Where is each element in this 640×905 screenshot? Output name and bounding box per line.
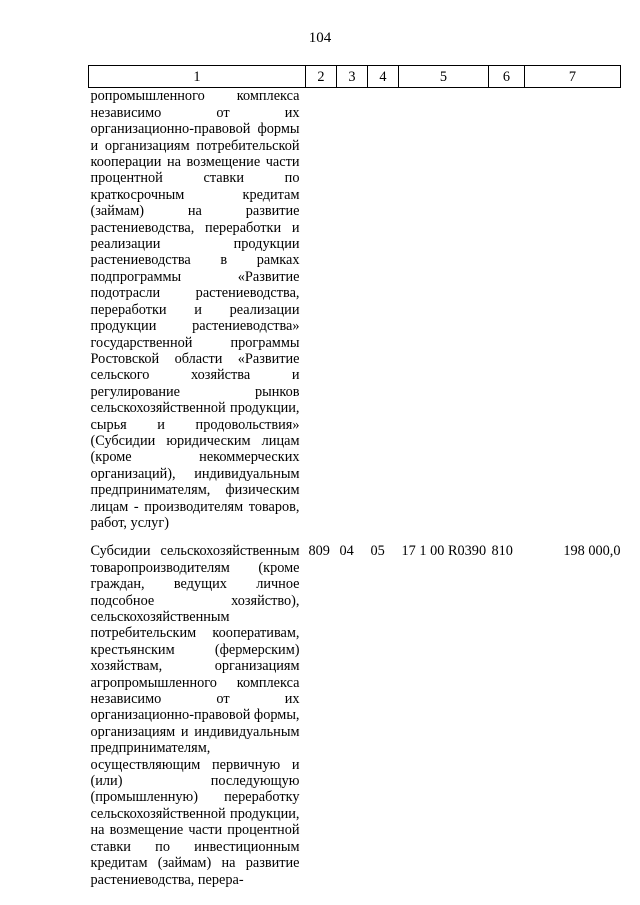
row-ministry-code (306, 88, 337, 531)
table-row (89, 88, 621, 531)
table-row (89, 531, 621, 888)
row-section-code: 04 (339, 543, 354, 560)
page-number: 104 (308, 30, 332, 46)
row-amount (525, 88, 621, 531)
column-header-1: 1 (89, 66, 306, 88)
column-header-3: 3 (337, 66, 368, 88)
row-amount: 198 000,0 (563, 543, 621, 560)
column-header-2: 2 (306, 66, 337, 88)
row-subsection-code (368, 88, 399, 531)
row-target-article-code: 17 1 00 R0390 (401, 543, 487, 560)
table-header-row (89, 66, 621, 88)
row-description: Субсидии сельскохозяйственным товаропроизводителям (кроме граждан, ведущих личное подсобное хозяйство), сельскохозяйственным потребительским кооперативам, крестьянским (фермерским) хозяйствам, организациям агропромышленного комплекса независимо от их организационно-правовой формы, организациям и индивидуальным предпринимателям, осуществляющим первичную и (или) последующую (промышленную) переработку сельскохозяйственной продукции, на возмещение части процентной ставки по инвестиционным кредитам (займам) на развитие растениеводства, перера- (90, 543, 300, 888)
row-section-code (337, 88, 368, 531)
row-description: ропромышленного комплекса независимо от их организационно-правовой формы и организациям потребительской кооперации на возмещение части процентной ставки по краткосрочным кредитам (займам) на развитие растениеводства, переработки и реализации продукции растениеводства в рамках подпрограммы «Развитие подотрасли растениеводства, переработки и реализации продукции растениеводства» государственной программы Ростовской области «Развитие сельского хозяйства и регулирование рынков сельскохозяйственной продукции, сырья и продовольствия» (Субсидии юридическим лицам (кроме некоммерческих организаций), индивидуальным предпринимателям, физическим лицам - производителям товаров, работ, услуг) (90, 88, 300, 531)
column-header-5: 5 (399, 66, 489, 88)
row-expense-type-code (489, 88, 525, 531)
row-ministry-code: 809 (308, 543, 330, 560)
column-header-6: 6 (489, 66, 525, 88)
budget-table (88, 65, 621, 888)
row-expense-type-code: 810 (491, 543, 513, 560)
row-subsection-code: 05 (370, 543, 385, 560)
row-target-article-code (399, 88, 489, 531)
column-header-4: 4 (368, 66, 399, 88)
column-header-7: 7 (525, 66, 621, 88)
